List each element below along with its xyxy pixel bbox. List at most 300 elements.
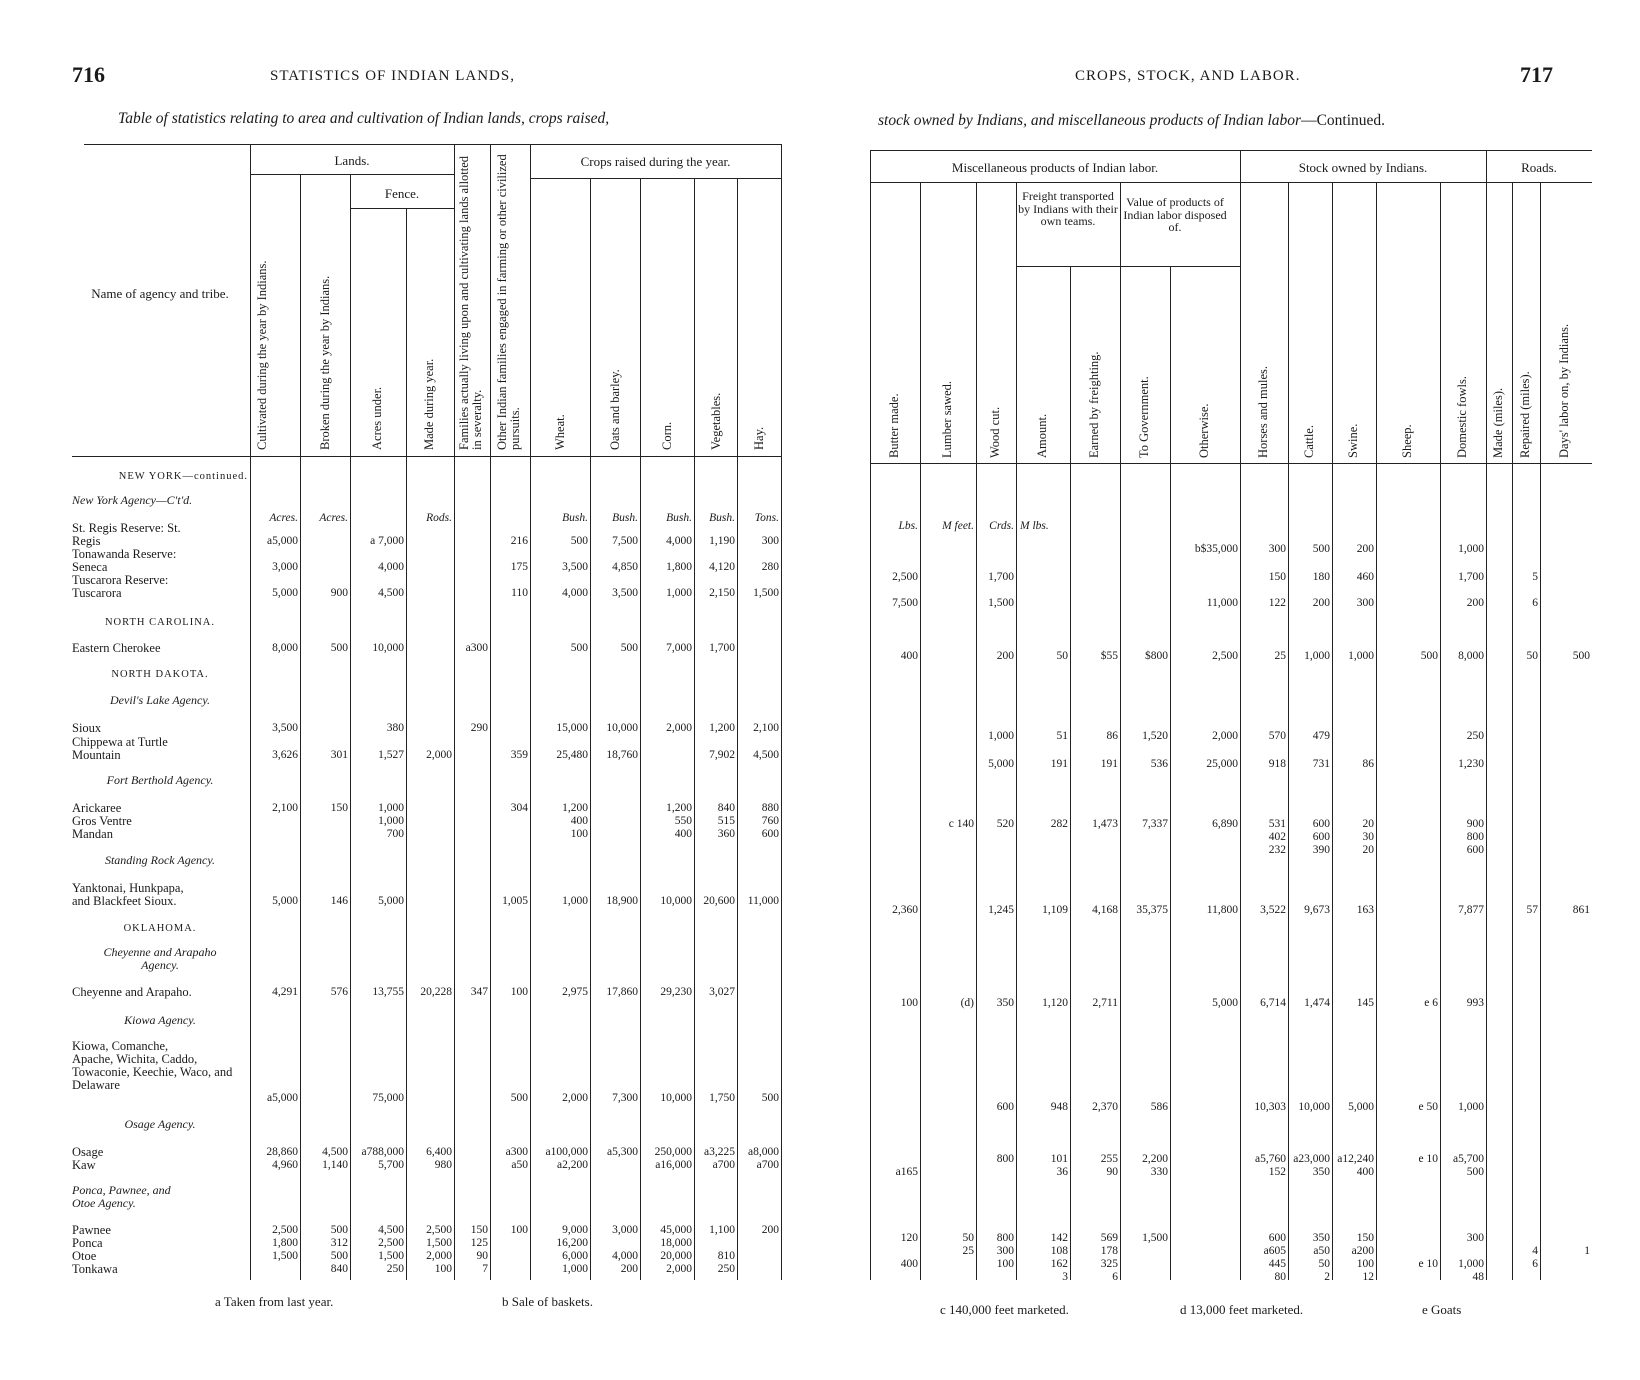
col-butter: Butter made. [887,393,901,458]
table-cell: a5,700 500 [1453,1153,1484,1178]
agency-heading: Cheyenne and Arapaho Agency. [103,945,217,972]
table-cell: 586 [1150,1101,1168,1113]
table-cell: 10,303 [1254,1101,1286,1113]
table-cell: 7,902 [709,749,735,761]
table-cell: 20,228 [420,986,452,998]
table-cell: 5,000 [272,895,298,907]
table-cell: 1,000 [988,730,1014,742]
col-otherwise: Otherwise. [1197,403,1211,458]
row-label: Ponca [72,1236,103,1250]
table-cell: 20 30 20 [1362,818,1374,856]
table-cell: 900 800 600 [1466,818,1484,856]
table-cell: 6 [1532,597,1538,609]
col-wood: Wood cut. [988,406,1002,458]
table-cell: 3,000 4,000 200 [612,1224,638,1275]
unit-tons: Tons. [754,512,779,524]
table-cell: 1 [1584,1245,1590,1257]
table-cell: 5,000 [272,587,298,599]
col-lumber: Lumber sawed. [940,380,954,458]
table-cell: 25 [1274,650,1286,662]
table-cell: a8,000 a700 [748,1146,779,1171]
table-cell: 2,000 [562,1092,588,1104]
table-cell: 1,500 [1142,1232,1168,1244]
table-cell: 11,800 [1206,904,1238,916]
table-cell: 255 90 [1100,1153,1118,1178]
table-cell: 1,500 [988,597,1014,609]
row-label: Mandan [72,827,113,841]
row-label: Kaw [72,1158,96,1172]
table-cell: 17,860 [606,986,638,998]
table-cell: 1,700 [1458,571,1484,583]
col-days-labor: Days' labor on, by Indians. [1557,323,1571,458]
table-cell: 163 [1356,904,1374,916]
unit-m-feet: M feet. [942,520,974,532]
table-cell: 100 [510,1224,528,1236]
group-header-rule [870,182,1592,183]
table-cell: 1,000 [1458,543,1484,555]
table-cell: 880 760 600 [761,802,779,840]
table-cell: 1,000 [562,895,588,907]
table-cell: 25,000 [1206,758,1238,770]
table-cell: 2,500 [892,571,918,583]
table-cell: a3,225 a700 [704,1146,735,1171]
table-cell: 1,245 [988,904,1014,916]
table-cell: 10,000 [606,722,638,734]
table-cell: b$35,000 [1194,543,1238,555]
footnote-d: d 13,000 feet marketed. [1180,1302,1304,1317]
table-cell: a5,000 [267,1092,298,1104]
table-cell: $55 [1100,650,1118,662]
unit-acres: Acres. [319,512,348,524]
agency-heading: Ponca, Pawnee, and Otoe Agency. [72,1183,171,1210]
table-cell: a23,000 350 [1293,1153,1330,1178]
col-broken: Broken during the year by Indians. [318,275,332,450]
table-cell: 4,500 [753,749,779,761]
table-cell: 45,000 18,000 20,000 2,000 [660,1224,692,1275]
section-heading: NEW YORK—continued. [118,471,248,482]
table-cell: 5,000 [1348,1101,1374,1113]
section-heading: NORTH DAKOTA. [111,669,209,680]
unit-bush: Bush. [709,512,735,524]
table-cell: 569 178 325 6 [1100,1232,1118,1283]
table-cell: 500 312 500 840 [330,1224,348,1275]
table-cell: a300 [465,642,488,654]
table-cell: 3,626 [272,749,298,761]
table-cell: 4,120 [709,561,735,573]
table-cell: 191 [1100,758,1118,770]
row-label: Arickaree [72,801,122,815]
table-cell: 9,673 [1304,904,1330,916]
table-cell: 100 [510,986,528,998]
col-cattle: Cattle. [1302,425,1316,458]
table-cell: 250 [1466,730,1484,742]
right-page-number: 717 [1520,62,1553,87]
misc-header: Miscellaneous products of Indian labor. [951,160,1159,175]
table-cell: e 10 [1418,1153,1438,1165]
row-label: Gros Ventre [72,814,132,828]
table-cell: 7,500 [892,597,918,609]
table-cell: 282 [1050,818,1068,830]
col-earned-freighting: Earned by freighting. [1087,351,1101,458]
unit-bush: Bush. [666,512,692,524]
table-cell: 6,400 980 [426,1146,452,1171]
table-cell: 8,000 [272,642,298,654]
table-cell: 200 [996,650,1014,662]
table-cell: 359 [510,749,528,761]
table-cell: 250,000 a16,000 [654,1146,692,1171]
table-cell: 1,500 [753,587,779,599]
table-cell: 5 [1532,571,1538,583]
col-vegetables: Vegetables. [709,392,723,450]
header-bottom-rule [72,456,781,457]
table-cell: 180 [1312,571,1330,583]
table-cell: 110 [511,587,528,599]
row-label: Pawnee [72,1223,111,1237]
table-cell: 1,000 [1348,650,1374,662]
table-cell: 500 [330,642,348,654]
col-wheat: Wheat. [553,414,567,450]
table-cell: 5,000 [378,895,404,907]
table-cell: 200 [1356,543,1374,555]
table-cell: 1,750 [709,1092,735,1104]
right-subtitle: stock owned by Indians, and miscellaneous products of Indian labor—Continued. [878,112,1386,129]
table-cell: 1,474 [1304,997,1330,1009]
table-cell: 146 [330,895,348,907]
table-cell: 10,000 [660,895,692,907]
table-cell: 7,000 [666,642,692,654]
table-cell: 350 [996,997,1014,1009]
table-cell: 1,200 400 100 [562,802,588,840]
table-cell: 500 [570,642,588,654]
lands-group-rule [250,174,454,175]
table-cell: 11,000 [747,895,779,907]
table-cell: 460 [1356,571,1374,583]
table-cell: 1,230 [1458,758,1484,770]
table-cell: 2,200 330 [1142,1153,1168,1178]
table-cell: 2,500 1,800 1,500 [272,1224,298,1262]
table-cell: 2,000 [426,749,452,761]
table-cell: 2,100 [753,722,779,734]
table-cell: 500 [1572,650,1590,662]
table-cell: 4,500 [378,587,404,599]
left-page [0,0,800,1380]
right-page [840,0,1640,1380]
table-cell: 150 a200 100 12 [1351,1232,1374,1283]
table-cell: 216 [510,535,528,547]
table-cell: 300 [1268,543,1286,555]
table-cell: 3,000 [272,561,298,573]
table-cell: 900 [330,587,348,599]
table-cell: 18,900 [606,895,638,907]
col-oats-barley: Oats and barley. [608,369,622,450]
table-cell: 380 [386,722,404,734]
table-cell: 3,522 [1260,904,1286,916]
table-cell: 3,027 [709,986,735,998]
row-label: Chippewa at Turtle Mountain [72,735,168,762]
table-cell: 1,200 550 400 [666,802,692,840]
row-label: Kiowa, Comanche, Apache, Wichita, Caddo, Towaconie, Keechie, Waco, and Delaware [72,1039,233,1092]
table-cell: a 7,000 [370,535,404,547]
table-cell: 500 [1420,650,1438,662]
table-cell: 500 [510,1092,528,1104]
table-cell: 20,600 [703,895,735,907]
table-cell: 11,000 [1206,597,1238,609]
table-cell: 1,109 [1042,904,1068,916]
table-cell: a12,240 400 [1337,1153,1374,1178]
table-cell: 1,700 [709,642,735,654]
row-label: Cheyenne and Arapaho. [72,985,192,999]
left-running-head: STATISTICS OF INDIAN LANDS, [270,68,515,84]
value-header: Value of products of Indian labor disposed of. [1123,195,1227,234]
row-label: Tonawanda Reserve: Seneca [72,547,177,574]
col-domestic-fowls: Domestic fowls. [1455,376,1469,458]
col-other-families: Other Indian families engaged in farming or other civilized pursuits. [495,154,522,450]
table-cell: e 6 [1424,997,1438,1009]
lands-header: Lands. [334,153,370,168]
table-cell: 1,473 [1092,818,1118,830]
table-cell: 25,480 [556,749,588,761]
footnote-a: a Taken from last year. [215,1294,334,1309]
table-cell: 200 [761,1224,779,1236]
table-cell: 993 [1466,997,1484,1009]
table-cell: 290 [470,722,488,734]
col-made-during-year: Made during year. [422,358,436,450]
table-cell: 600 600 390 [1312,818,1330,856]
table-cell: 570 [1268,730,1286,742]
table-cell: 1,700 [988,571,1014,583]
table-cell: 145 [1356,997,1374,1009]
col-to-government: To Government. [1137,376,1151,458]
table-cell: 4,291 [272,986,298,998]
table-cell: 10,000 [660,1092,692,1104]
table-cell: (d) [960,997,974,1009]
table-cell: 2,370 [1092,1101,1118,1113]
table-cell: 500 [620,642,638,654]
table-cell: 7,500 [612,535,638,547]
table-cell: e 10 [1418,1258,1438,1270]
row-label: Yanktonai, Hunkpapa, and Blackfeet Sioux. [72,881,184,908]
crops-group-rule [530,178,781,179]
agency-heading: Kiowa Agency. [124,1013,196,1027]
table-cell: 301 [330,749,348,761]
freight-header: Freight transported by Indians with their own teams. [1018,189,1118,228]
col-horses-mules: Horses and mules. [1256,366,1270,458]
row-label: Tonkawa [72,1262,118,1276]
table-cell: a5,760 152 [1255,1153,1286,1178]
table-cell: 3,500 [612,587,638,599]
table-cell: 731 [1312,758,1330,770]
table-cell: 2,000 [1212,730,1238,742]
table-cell: 2,975 [562,986,588,998]
table-cell: 2,500 [1212,650,1238,662]
table-cell: 3,500 [272,722,298,734]
table-cell: 50 [1056,650,1068,662]
table-cell: 1,000 [1458,1101,1484,1113]
left-page-number: 716 [72,62,105,87]
table-cell: 4,000 [562,587,588,599]
table-cell: 1,000 [666,587,692,599]
table-cell: 4,500 2,500 1,500 250 [378,1224,404,1275]
section-heading: OKLAHOMA. [123,923,197,934]
col-corn: Corn. [660,421,674,450]
agency-heading: New York Agency—C't'd. [72,493,193,507]
name-header: Name of agency and tribe. [91,286,229,301]
table-cell: 2,150 [709,587,735,599]
col-roads-made: Made (miles). [1491,387,1505,458]
footnote-e: e Goats [1422,1302,1462,1317]
table-cell: 6,714 [1260,997,1286,1009]
table-cell: 918 [1268,758,1286,770]
table-cell: 6,890 [1212,818,1238,830]
table-cell: 1,005 [502,895,528,907]
roads-header: Roads. [1521,160,1557,175]
table-cell: 150 125 90 7 [470,1224,488,1275]
table-cell: $800 [1145,650,1168,662]
table-cell: 5,000 [1212,997,1238,1009]
col-cultivated: Cultivated during the year by Indians. [255,260,269,450]
col-freight-amount: Amount. [1035,413,1049,458]
table-cell: 120 400 [900,1232,918,1270]
table-cell: 300 1,000 48 [1458,1232,1484,1283]
table-cell: 101 36 [1050,1153,1068,1178]
row-label: Tuscarora Reserve: Tuscarora [72,573,169,600]
table-cell: 2,711 [1092,997,1118,1009]
freight-value-rule [1016,266,1240,267]
table-cell: 280 [761,561,779,573]
fence-header: Fence. [384,186,420,201]
table-cell: 175 [510,561,528,573]
table-cell: 18,760 [606,749,638,761]
table-cell: 57 [1526,904,1538,916]
table-cell: 10,000 [372,642,404,654]
table-cell: 350 a50 50 2 [1312,1232,1330,1283]
table-cell: 4 6 [1532,1245,1538,1270]
table-cell: 520 [996,818,1014,830]
table-cell: 10,000 [1298,1101,1330,1113]
row-label: Sioux [72,721,102,735]
table-cell: 300 [1356,597,1374,609]
unit-lbs: Lbs. [898,520,918,532]
table-cell: 50 25 [962,1232,974,1257]
table-cell: 576 [330,986,348,998]
agency-heading: Osage Agency. [124,1117,196,1131]
table-cell: a5,000 [267,535,298,547]
table-cell: 150 [330,802,348,814]
table-cell: 8,000 [1458,650,1484,662]
table-cell: 100 [900,997,918,1009]
table-cell: a300 a50 [505,1146,528,1171]
table-top-rule [84,144,781,145]
table-cell: 9,000 16,200 6,000 1,000 [556,1224,588,1275]
table-cell: 1,120 [1042,997,1068,1009]
table-cell: 7,337 [1142,818,1168,830]
table-cell: a5,300 [607,1146,638,1158]
table-cell: 800 [996,1153,1014,1165]
unit-m-lbs: M lbs. [1020,520,1049,532]
table-cell: 300 [761,535,779,547]
table-cell: 600 a605 445 80 [1263,1232,1286,1283]
table-cell: 142 108 162 3 [1050,1232,1068,1283]
table-cell: 1,000 1,000 700 [378,802,404,840]
table-cell: 1,800 [666,561,692,573]
col-acres-under: Acres under. [370,386,384,450]
table-cell: 1,100 810 250 [709,1224,735,1275]
table-cell: 51 [1056,730,1068,742]
table-cell: e 50 [1418,1101,1438,1113]
table-cell: 15,000 [556,722,588,734]
table-cell: 200 [1312,597,1330,609]
left-subtitle: Table of statistics relating to area and cultivation of Indian lands, crops raised, [118,110,610,127]
unit-acres: Acres. [269,512,298,524]
table-cell: 122 [1268,597,1286,609]
table-cell: 1,190 [709,535,735,547]
table-cell: 500 [570,535,588,547]
col-roads-repaired: Repaired (miles). [1518,371,1532,458]
table-cell: a100,000 a2,200 [545,1146,588,1171]
agency-heading: Devil's Lake Agency. [110,693,210,707]
table-cell: a788,000 5,700 [361,1146,404,1171]
table-cell: 4,850 [612,561,638,573]
col-hay: Hay. [752,426,766,450]
table-cell: 28,860 4,960 [266,1146,298,1171]
table-cell: a165 [895,1166,918,1178]
agency-heading: Standing Rock Agency. [104,853,216,867]
table-cell: 7,877 [1458,904,1484,916]
table-cell: 3,500 [562,561,588,573]
table-cell: 1,200 [709,722,735,734]
table-cell: 13,755 [372,986,404,998]
table-cell: 2,500 1,500 2,000 100 [426,1224,452,1275]
agency-heading: Fort Berthold Agency. [106,773,214,787]
right-running-head: CROPS, STOCK, AND LABOR. [1075,68,1301,84]
section-heading: NORTH CAROLINA. [104,617,216,628]
row-label: Osage [72,1145,104,1159]
table-cell: 2,000 [666,722,692,734]
table-cell: 800 300 100 [996,1232,1014,1270]
table-cell: 200 [1466,597,1484,609]
table-cell: 4,000 [378,561,404,573]
table-cell: 1,527 [378,749,404,761]
table-cell: 531 402 232 [1268,818,1286,856]
table-cell: 479 [1312,730,1330,742]
table-cell: 50 [1526,650,1538,662]
unit-crds: Crds. [989,520,1014,532]
table-cell: 7,300 [612,1092,638,1104]
row-label: Otoe [72,1249,97,1263]
header-bottom-rule [870,463,1592,464]
table-cell: c 140 [948,818,974,830]
col-sheep: Sheep. [1400,424,1414,458]
table-cell: 150 [1268,571,1286,583]
table-cell: 500 [761,1092,779,1104]
unit-rods: Rods. [426,512,452,524]
unit-bush: Bush. [612,512,638,524]
table-top-rule [870,150,1592,151]
table-cell: 600 [996,1101,1014,1113]
table-cell: 4,168 [1092,904,1118,916]
table-cell: 4,000 [666,535,692,547]
table-cell: 861 [1572,904,1590,916]
table-cell: 191 [1050,758,1068,770]
table-cell: 840 515 360 [717,802,735,840]
table-cell: 1,520 [1142,730,1168,742]
table-cell: 2,100 [272,802,298,814]
footnote-c: c 140,000 feet marketed. [940,1302,1069,1317]
col-families-severalty: Families actually living upon and cultivating lands allotted in severalty. [457,155,484,450]
stock-header: Stock owned by Indians. [1298,160,1428,175]
table-cell: 1,000 [1304,650,1330,662]
table-cell: 400 [900,650,918,662]
